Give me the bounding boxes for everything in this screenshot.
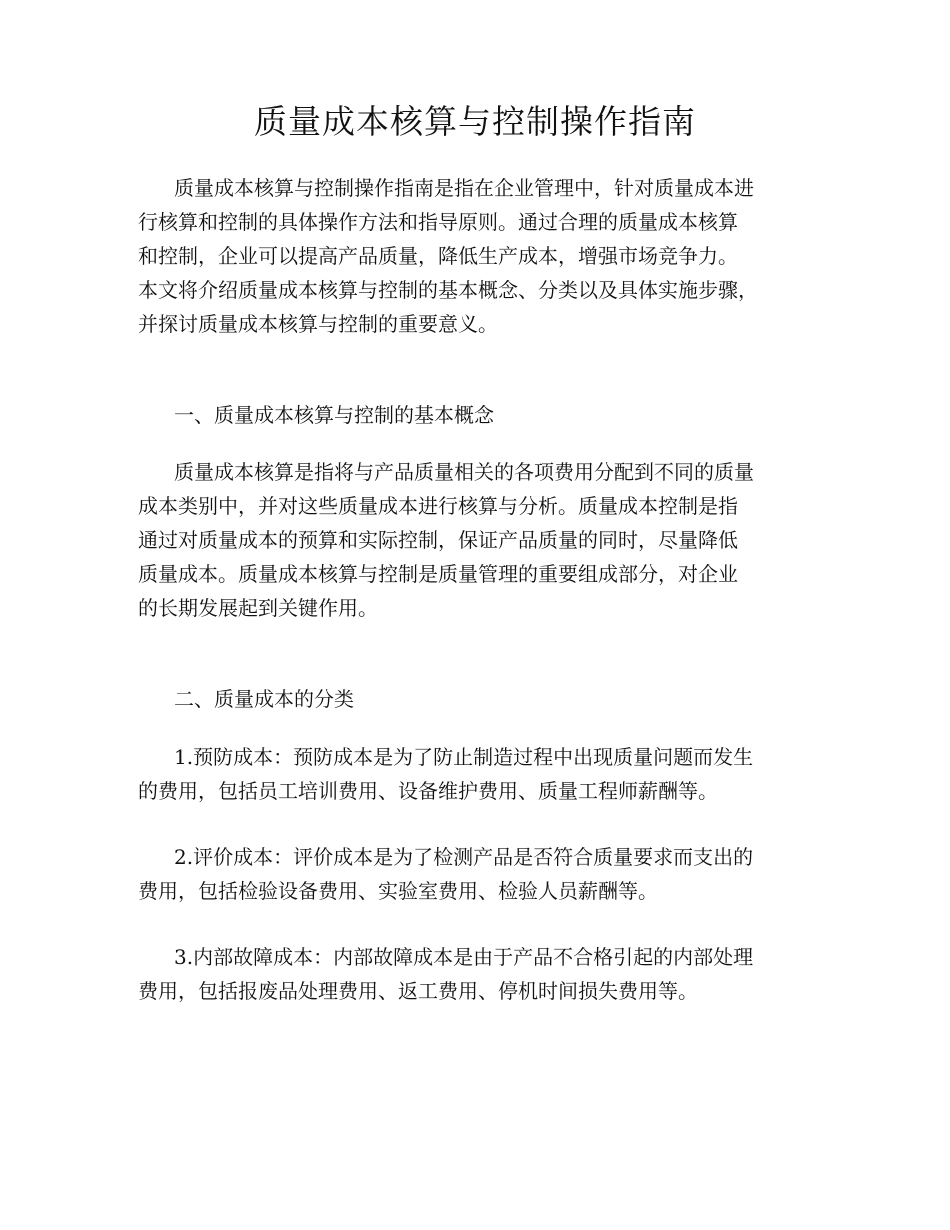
paragraph-line: 质量成本。质量成本核算与控制是质量管理的重要组成部分，对企业 bbox=[138, 562, 738, 586]
paragraph-line: 成本类别中，并对这些质量成本进行核算与分析。质量成本控制是指 bbox=[138, 494, 738, 518]
intro-paragraph bbox=[138, 171, 838, 341]
paragraph-line: 本文将介绍质量成本核算与控制的基本概念、分类以及具体实施步骤， bbox=[138, 278, 758, 302]
list-item-prevention-cost bbox=[138, 740, 838, 808]
paragraph-line: 质量成本核算是指将与产品质量相关的各项费用分配到不同的质量 bbox=[174, 460, 754, 484]
paragraph-line: 的长期发展起到关键作用。 bbox=[138, 596, 378, 620]
paragraph-line: 通过对质量成本的预算和实际控制，保证产品质量的同时，尽量降低 bbox=[138, 528, 738, 552]
paragraph-line: 质量成本核算与控制操作指南是指在企业管理中，针对质量成本进 bbox=[174, 176, 754, 200]
paragraph-line: 1.预防成本：预防成本是为了防止制造过程中出现质量问题而发生 bbox=[174, 745, 754, 769]
list-item-internal-failure-cost bbox=[138, 940, 838, 1008]
paragraph-line: 费用，包括报废品处理费用、返工费用、停机时间损失费用等。 bbox=[138, 979, 698, 1003]
paragraph-line: 费用，包括检验设备费用、实验室费用、检验人员薪酬等。 bbox=[138, 879, 658, 903]
document-title: 质量成本核算与控制操作指南 bbox=[254, 102, 696, 141]
section-heading-2 bbox=[138, 682, 838, 716]
section-heading-text: 一、质量成本核算与控制的基本概念 bbox=[174, 403, 494, 427]
section-heading-text: 二、质量成本的分类 bbox=[174, 687, 354, 711]
paragraph-line: 2.评价成本：评价成本是为了检测产品是否符合质量要求而支出的 bbox=[174, 845, 754, 869]
paragraph-line: 并探讨质量成本核算与控制的重要意义。 bbox=[138, 312, 498, 336]
section1-paragraph bbox=[138, 455, 838, 625]
paragraph-line: 的费用，包括员工培训费用、设备维护费用、质量工程师薪酬等。 bbox=[138, 779, 718, 803]
paragraph-line: 行核算和控制的具体操作方法和指导原则。通过合理的质量成本核算 bbox=[138, 210, 738, 234]
paragraph-line: 3.内部故障成本：内部故障成本是由于产品不合格引起的内部处理 bbox=[174, 945, 754, 969]
section-heading-1 bbox=[138, 398, 838, 432]
list-item-appraisal-cost bbox=[138, 840, 838, 908]
paragraph-line: 和控制，企业可以提高产品质量，降低生产成本，增强市场竞争力。 bbox=[138, 244, 738, 268]
